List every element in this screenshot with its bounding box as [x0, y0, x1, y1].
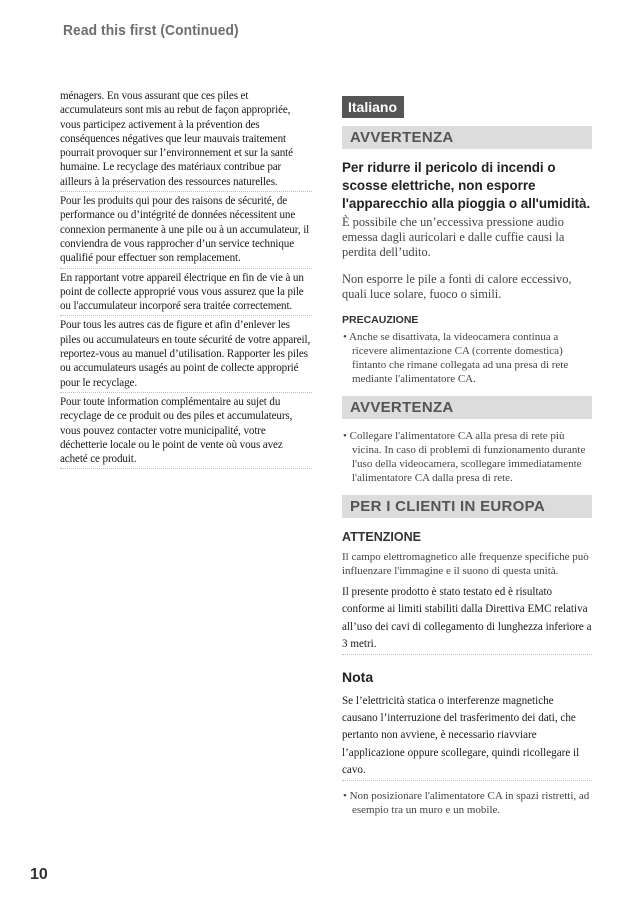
page-number: 10: [30, 866, 48, 883]
paragraph: Pour tous les autres cas de figure et afin d’enlever les piles ou accumulateurs en toute sécurité de votre appareil, reportez-vous au manuel d’utilisation. Rapporter les piles ou accumulateurs usagés au point de collecte approprié pour le recyclage.: [60, 318, 312, 392]
language-tab: Italiano: [342, 96, 404, 118]
warning2-bullet: • Collegare l'alimentatore CA alla presa di rete più vicina. In caso di problemi di funzionamento durante l'uso della videocamera, scollegare immediatamente l'alimentatore CA dalla presa di rete.: [343, 430, 586, 484]
paragraph: En rapportant votre appareil électrique en fin de vie à un point de collecte approprié vous vous assurez que la pile ou l'accumulateur incorporé sera traitée correctement.: [60, 271, 312, 317]
page-header-title: Read this first (Continued): [63, 22, 239, 39]
paragraph: ménagers. En vous assurant que ces piles et accumulateurs sont mis au rebut de façon appropriée, vous participez activement à la prévention des conséquences négatives que leur mauvais traitement pourrait provoquer sur l’environnement et sur la santé humaine. Le recyclage des matériaux contribue par ailleurs à la préservation des ressources naturelles.: [60, 89, 312, 192]
left-column: [60, 89, 312, 471]
attention-text: Il campo elettromagnetico alle frequenze specifiche può influenzare l'immagine e il suono di questa unità.: [342, 551, 589, 577]
battery-warning: Non esporre le pile a fonti di calore eccessivo, quali luce solare, fuoco o simili.: [342, 272, 572, 301]
emc-text: Il presente prodotto è stato testato ed è risultato conforme ai limiti stabiliti dalla Direttiva EMC relativa all’uso dei cavi di collegamento di lunghezza inferiore a 3 metri.: [342, 584, 592, 655]
nota-heading: Nota: [342, 668, 374, 685]
warning-heading-2: AVVERTENZA: [342, 396, 592, 419]
precaution-heading: PRECAUZIONE: [342, 314, 419, 326]
precaution-bullet-text: Anche se disattivata, la videocamera continua a ricevere alimentazione CA (corrente domestica) fintanto che rimane collegata ad una presa di rete mediante l'alimentatore CA.: [349, 331, 569, 385]
paragraph: Pour les produits qui pour des raisons de sécurité, de performance ou d’intégrité de données nécessitent une connexion permanente à une pile ou à un accumulateur, il conviendra de vous rapprocher d’un service technique qualifié pour effectuer son remplacement.: [60, 194, 312, 268]
warning-bold-text: Per ridurre il pericolo di incendi o scosse elettriche, non esporre l'apparecchio alla pioggia o all'umidità.: [342, 160, 591, 211]
attention-heading: ATTENZIONE: [342, 530, 421, 544]
warning-heading: AVVERTENZA: [342, 126, 592, 149]
warning2-bullet-text: Collegare l'alimentatore CA alla presa di rete più vicina. In caso di problemi di funzionamento durante l'uso della videocamera, scollegare immediatamente l'alimentatore CA dalla presa di rete.: [349, 430, 586, 484]
precaution-bullet: • Anche se disattivata, la videocamera continua a ricevere alimentazione CA (corrente domestica) fintanto che rimane collegata ad una presa di rete mediante l'alimentatore CA.: [343, 331, 569, 385]
hearing-warning: È possibile che un’eccessiva pressione audio emessa dagli auricolari e dalle cuffie causi la perdita dell’udito.: [342, 215, 565, 259]
paragraph: Pour toute information complémentaire au sujet du recyclage de ce produit ou des piles et accumulateurs, vous pouvez contacter votre municipalité, votre déchetterie locale ou le point de vente où vous avez acheté ce produit.: [60, 395, 312, 469]
nota-text: Se l’elettricità statica o interferenze magnetiche causano l’interruzione del trasferimento dei dati, che pertanto non avviene, è necessario riavviare l’applicazione oppure scollegare, quindi ricollegare il cavo.: [342, 693, 592, 781]
nota-bullet-text: Non posizionare l'alimentatore CA in spazi ristretti, ad esempio tra un muro e un mobile.: [349, 789, 590, 816]
right-column: [342, 96, 592, 817]
europe-heading: PER I CLIENTI IN EUROPA: [342, 495, 592, 518]
nota-bullet: • Non posizionare l'alimentatore CA in spazi ristretti, ad esempio tra un muro e un mobile.: [343, 789, 590, 816]
